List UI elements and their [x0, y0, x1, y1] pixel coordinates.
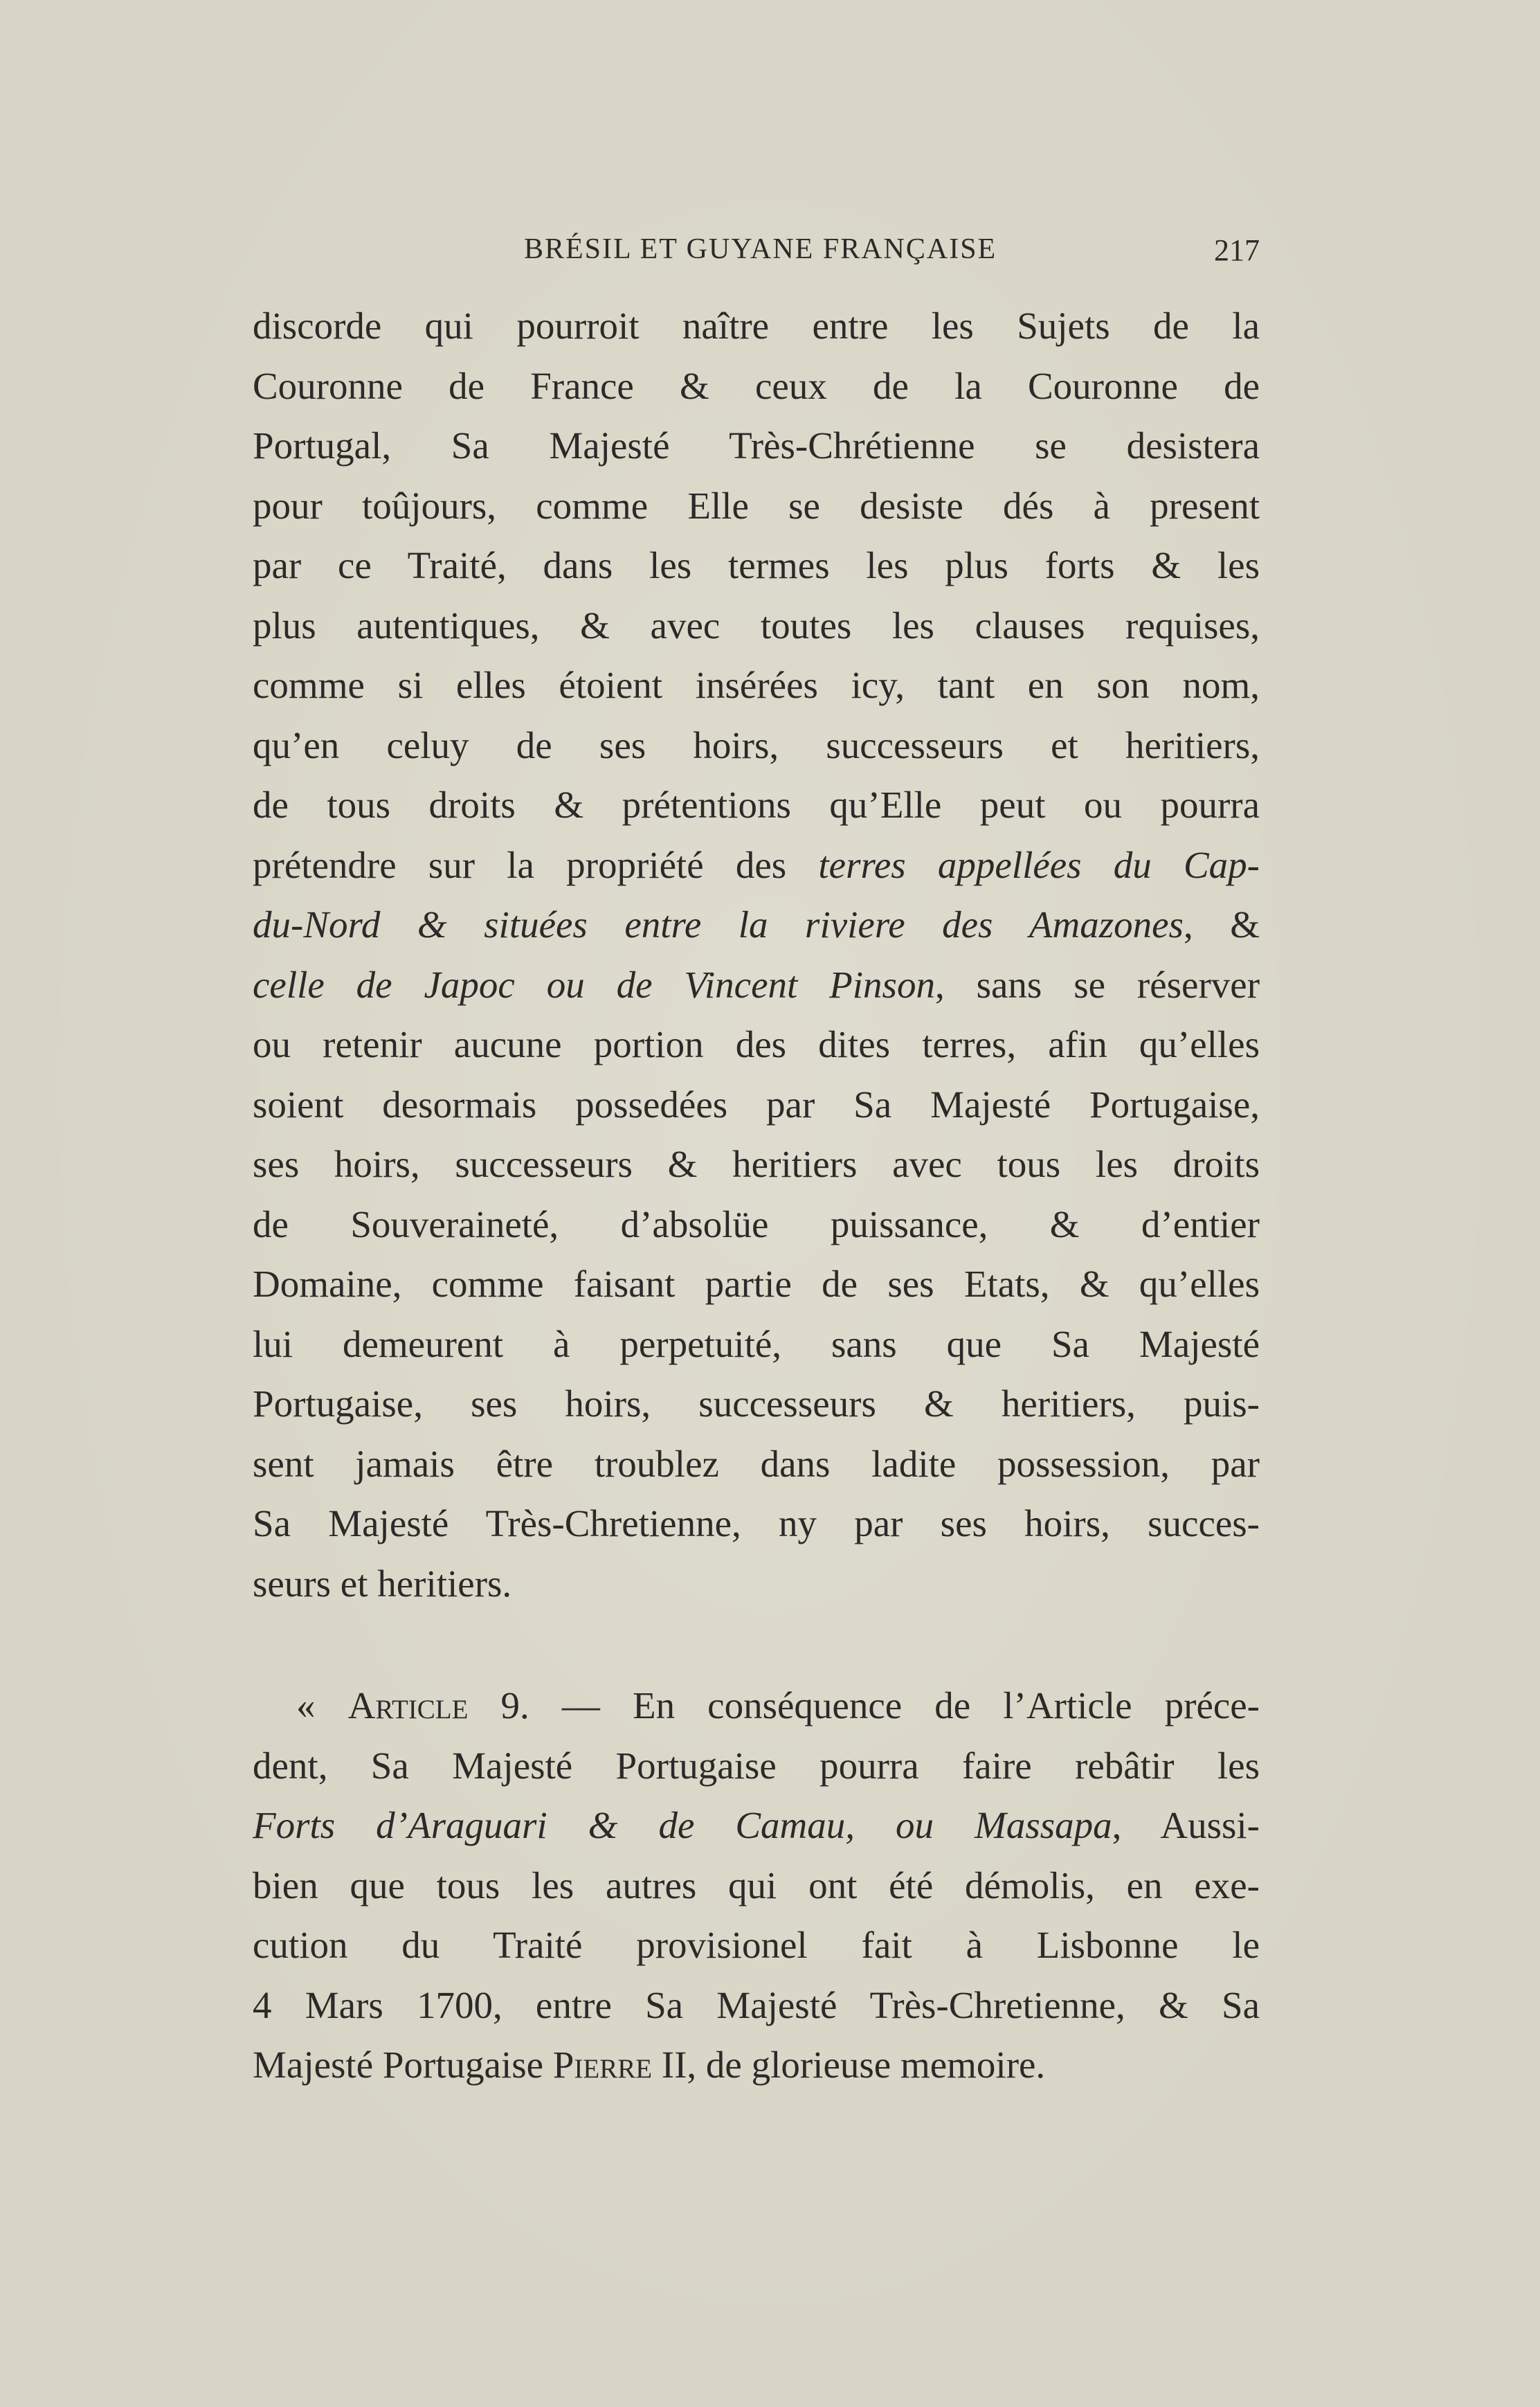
text-segment: Majesté Portugaise — [253, 2044, 553, 2086]
text-line: ses hoirs, successeurs & heritiers avec tous les droits — [253, 1143, 1260, 1185]
text-segment: , Aussi- — [1112, 1804, 1260, 1846]
text-line: par ce Traité, dans les termes les plus forts & les — [253, 544, 1260, 586]
small-caps-segment: Article — [347, 1684, 469, 1727]
italic-segment: terres appellées du Cap- — [818, 843, 1260, 886]
text-line: ou retenir aucune portion des dites terres, afin qu’elles — [253, 1023, 1260, 1065]
italic-segment: du-Nord & situées entre la riviere des Amazones — [253, 903, 1184, 946]
body-text — [253, 296, 1260, 2095]
text-segment: , & — [1183, 903, 1260, 946]
text-line — [253, 1796, 1260, 1856]
text-line: de tous droits & prétentions qu’Elle peut ou pourra — [253, 784, 1260, 826]
text-line: lui demeurent à perpetuité, sans que Sa Majesté — [253, 1322, 1260, 1365]
text-line: Sa Majesté Très-Chretienne, ny par ses hoirs, succes- — [253, 1502, 1260, 1544]
italic-segment: Forts d’Araguari & de Camau, ou Massapa — [253, 1804, 1112, 1846]
text-line — [253, 2035, 1260, 2095]
text-line: comme si elles étoient insérées icy, tant en son nom, — [253, 664, 1260, 706]
text-line: Domaine, comme faisant partie de ses Etats, & qu’elles — [253, 1263, 1260, 1305]
text-segment: « — [296, 1684, 348, 1727]
text-line: seurs et heritiers. — [253, 1562, 512, 1605]
small-caps-segment: Pierre — [552, 2044, 653, 2086]
text-line: soient desormais possedées par Sa Majesté Portugaise, — [253, 1083, 1260, 1126]
running-header — [253, 233, 1260, 274]
text-line — [253, 1676, 1260, 1736]
paragraph-treaty-article-8 — [253, 296, 1260, 1614]
text-line: pour toûjours, comme Elle se desiste dés à present — [253, 484, 1260, 527]
text-line: discorde qui pourroit naître entre les Sujets de la — [253, 305, 1260, 347]
text-line: sent jamais être troublez dans ladite possession, par — [253, 1442, 1260, 1485]
text-line: de Souveraineté, d’absolüe puissance, & d’entier — [253, 1202, 1260, 1245]
page-number: 217 — [1214, 233, 1260, 267]
text-segment: , sans se réserver — [934, 963, 1260, 1006]
text-line — [253, 955, 1260, 1016]
text-line: Portugal, Sa Majesté Très-Chrétienne se desistera — [253, 424, 1260, 467]
text-segment: prétendre sur la propriété des — [253, 843, 819, 886]
text-line: bien que tous les autres qui ont été démolis, en exe- — [253, 1864, 1260, 1906]
text-line: 4 Mars 1700, entre Sa Majesté Très-Chretienne, & Sa — [253, 1983, 1260, 2026]
text-line: Couronne de France & ceux de la Couronne de — [253, 364, 1260, 407]
text-line: Portugaise, ses hoirs, successeurs & heritiers, puis- — [253, 1382, 1260, 1425]
italic-segment: celle de Japoc ou de Vincent Pinson — [253, 963, 935, 1006]
running-title: BRÉSIL ET GUYANE FRANÇAISE — [524, 233, 997, 265]
text-line — [253, 836, 1260, 896]
text-line — [253, 895, 1260, 955]
text-line: plus autentiques, & avec toutes les clauses requises, — [253, 604, 1260, 647]
text-segment: II, de glorieuse memoire. — [652, 2044, 1046, 2086]
text-line: dent, Sa Majesté Portugaise pourra faire rebâtir les — [253, 1744, 1260, 1787]
text-line: qu’en celuy de ses hoirs, successeurs et heritiers, — [253, 723, 1260, 766]
text-segment: 9. — En conséquence de l’Article préce- — [468, 1684, 1260, 1727]
text-line: cution du Traité provisionel fait à Lisbonne le — [253, 1924, 1260, 1966]
paragraph-treaty-article-9 — [253, 1676, 1260, 2095]
paragraph-spacer — [253, 1614, 1260, 1676]
